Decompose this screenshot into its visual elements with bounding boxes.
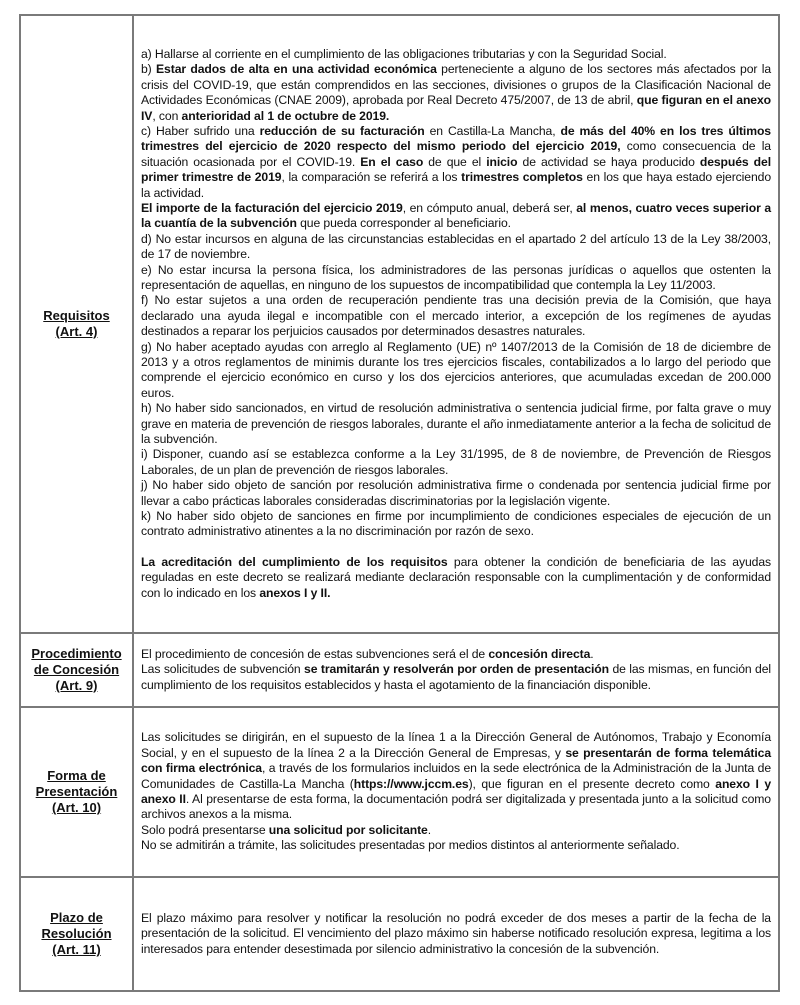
bold-text-run: de más del 40% en los tres últimos trimestres del ejercicio de 2020 respecto del mismo periodo del ejercicio 2019, (141, 123, 771, 154)
paragraph (141, 201, 771, 232)
paragraph (141, 647, 771, 662)
bold-text-run: anterioridad al 1 de octubre de 2019. (181, 108, 390, 123)
text-run: a) Hallarse al corriente en el cumplimiento de las obligaciones tributarias y con la Seguridad Social. (141, 46, 667, 61)
bold-text-run: Estar dados de alta en una actividad económica (156, 62, 437, 77)
row-label-line: Procedimiento (31, 646, 122, 661)
table-row-forma-presentacion (20, 707, 779, 877)
paragraph (141, 509, 771, 540)
bold-text-run: trimestres completos (461, 170, 583, 185)
text-run: , con (152, 108, 182, 123)
text-run: que pueda corresponder al beneficiario. (296, 216, 511, 231)
bold-text-run: concesión directa (488, 646, 591, 661)
paragraph (141, 555, 771, 601)
paragraph (141, 340, 771, 402)
paragraph (141, 662, 771, 693)
paragraph (141, 911, 771, 957)
text-run: h) No haber sido sancionados, en virtud de resolución administrativa o sentencia judicial firme, por falta grave o muy grave en materia de prevención de riesgos laborales, durante el año inmediatamente anterior a la fecha de solicitud de la subvención. (141, 401, 771, 447)
row-label-plazo-resolucion (20, 877, 133, 991)
paragraph-spacer (141, 540, 771, 555)
paragraph (141, 478, 771, 509)
row-label-line: Forma de (47, 768, 106, 783)
bold-text-run: La acreditación del cumplimiento de los requisitos (141, 554, 448, 569)
text-run: en Castilla-La Mancha, (424, 123, 561, 138)
paragraph (141, 730, 771, 822)
bold-text-run: al menos, cuatro veces superior a la cuantía de la subvención (141, 200, 771, 231)
paragraph (141, 62, 771, 124)
text-run: El plazo máximo para resolver y notificar la resolución no podrá exceder de dos meses a partir de la fecha de la presentación de la solicitud. El vencimiento del plazo máximo sin haberse notificado resolución expresa, legitima a los interesados para entender desestimada por silencio administrativo la concesión de la subvención. (141, 910, 771, 956)
row-content-requisitos (133, 15, 779, 633)
row-content-procedimiento (133, 633, 779, 707)
paragraph (141, 838, 771, 853)
row-label-line: Resolución (41, 926, 112, 941)
paragraph (141, 263, 771, 294)
text-run: No se admitirán a trámite, las solicitudes presentadas por medios distintos al anteriormente señalado. (141, 838, 680, 853)
bold-text-run: https://www.jccm.es (353, 776, 469, 791)
bold-text-run: anexo I y anexo II (141, 776, 772, 806)
text-run: Las solicitudes se dirigirán, en el supuesto de la línea 1 a la Dirección General de Autónomos, Trabajo y Economía Social, y en el supuesto de la línea 2 a la Dirección General de Empresas, y (141, 730, 771, 760)
text-run: . (427, 822, 432, 837)
text-run: b) (141, 62, 157, 77)
text-run: i) Disponer, cuando así se establezca conforme a la Ley 31/1995, de 8 de noviembre, de Prevención de Riesgos Laborales, de un plan de prevención de riesgos laborales. (141, 447, 771, 477)
text-run: de actividad se haya producido (517, 154, 700, 169)
row-content-forma-presentacion (133, 707, 779, 877)
text-run: Las solicitudes de subvención (141, 662, 305, 677)
paragraph (141, 124, 771, 201)
paragraph (141, 401, 771, 447)
text-run: para obtener la condición de beneficiaria de las ayudas reguladas en este decreto se realizará mediante declaración responsable con la cumplimentación y de conformidad con lo indicado en los (141, 554, 772, 600)
bold-text-run: se presentarán de forma telemática con firma electrónica (141, 745, 772, 776)
row-label-line: (Art. 4) (55, 324, 98, 339)
bold-text-run: que figuran en el anexo IV (141, 93, 771, 123)
bold-text-run: En el caso (360, 154, 424, 169)
text-run: en los que haya estado ejerciendo la actividad. (141, 170, 771, 200)
text-run: c) Haber sufrido una (141, 123, 260, 138)
paragraph (141, 232, 771, 263)
text-run: k) No haber sido objeto de sanciones en firme por incumplimiento de condiciones especiales de ejecución de un contrato administrativo atinentes a la no discriminación por razón de sexo. (141, 509, 771, 539)
bold-text-run: El importe de la facturación del ejercicio 2019 (141, 200, 403, 215)
text-run: de que el (423, 154, 487, 169)
row-label-requisitos (20, 15, 133, 633)
text-run: , a través de los formularios incluidos en la sede electrónica de la Administración de la Junta de Comunidades de Castilla-La Mancha ( (141, 761, 771, 791)
row-label-line: Plazo de (50, 910, 103, 925)
text-run: e) No estar incursa la persona física, los administradores de las personas jurídicas o aquellos que ostenten la representación de aquellas, en ninguno de los supuestos de incompatibilidad que contempla la Ley 11/2003. (141, 262, 771, 292)
row-label-forma-presentacion (20, 707, 133, 877)
text-run: perteneciente a alguno de los sectores más afectados por la crisis del COVID-19, que están comprendidos en las secciones, divisiones o grupos de la Clasificación Nacional de Actividades Económicas (CNAE 2009), aprobada por Real Decreto 475/2007, de 13 de abril, (141, 62, 771, 108)
text-run: d) No estar incursos en alguna de las circunstancias establecidas en el apartado 2 del artículo 13 de la Ley 38/2003, de 17 de noviembre. (141, 231, 771, 262)
bold-text-run: anexos I y II. (259, 585, 331, 600)
text-run: j) No haber sido objeto de sanción por resolución administrativa firme o condenada por sentencia judicial firme por llevar a cabo prácticas laborales consideradas discriminatorias por la legislación vigente. (141, 478, 771, 508)
row-label-line: Requisitos (43, 308, 110, 323)
subsidy-requirements-table (19, 14, 780, 992)
paragraph (141, 823, 771, 838)
text-run: g) No haber aceptado ayudas con arreglo al Reglamento (UE) nº 1407/2013 de la Comisión de 18 de diciembre de 2013 y a otros reglamentos de minimis durante los tres ejercicios fiscales, contabilizados a lo largo del periodo que comprende el ejercicio económico en curso y los dos ejercicios anteriores, que acumuladas excedan de 200.000 euros. (141, 339, 771, 400)
paragraph (141, 293, 771, 339)
bold-text-run: después del primer trimestre de 2019 (141, 154, 771, 185)
table-row-plazo-resolucion (20, 877, 779, 991)
row-label-line: (Art. 10) (51, 800, 102, 815)
paragraph (141, 447, 771, 478)
text-run: . Al presentarse de esta forma, la documentación podrá ser digitalizada y presentada junto a la solicitud como archivos anexos a la misma. (141, 792, 771, 822)
text-run: , la comparación se referirá a los (281, 170, 462, 185)
row-label-line: (Art. 9) (55, 678, 98, 693)
bold-text-run: inicio (486, 154, 518, 169)
text-run: f) No estar sujetos a una orden de recuperación pendiente tras una decisión previa de la Comisión, que haya declarado una ayuda ilegal e incompatible con el mercado interior, a excepción de los regímenes de ayudas destinados a reparar los perjuicios causados por determinados desastres naturales. (141, 293, 771, 339)
text-run: como consecuencia de la situación ocasionada por el COVID-19. (141, 139, 771, 169)
text-run: de las mismas, en función del cumplimiento de los requisitos establecidos y hasta el agotamiento de la financiación disponible. (141, 662, 772, 692)
row-label-line: (Art. 11) (52, 942, 101, 957)
bold-text-run: se tramitarán y resolverán por orden de presentación (304, 662, 609, 677)
table-row-requisitos (20, 15, 779, 633)
text-run: . (590, 646, 594, 661)
text-run: ), que figuran en el presente decreto como (468, 776, 716, 791)
text-run: , en cómputo anual, deberá ser, (402, 200, 577, 215)
table-row-procedimiento (20, 633, 779, 707)
text-run: Solo podrá presentarse (141, 822, 269, 837)
row-label-line: Presentación (35, 784, 118, 799)
row-content-plazo-resolucion (133, 877, 779, 991)
bold-text-run: una solicitud por solicitante (268, 822, 428, 837)
paragraph (141, 47, 771, 62)
row-label-line: de Concesión (33, 662, 120, 677)
row-label-procedimiento (20, 633, 133, 707)
text-run: El procedimiento de concesión de estas subvenciones será el de (141, 646, 489, 661)
bold-text-run: reducción de su facturación (259, 123, 425, 138)
